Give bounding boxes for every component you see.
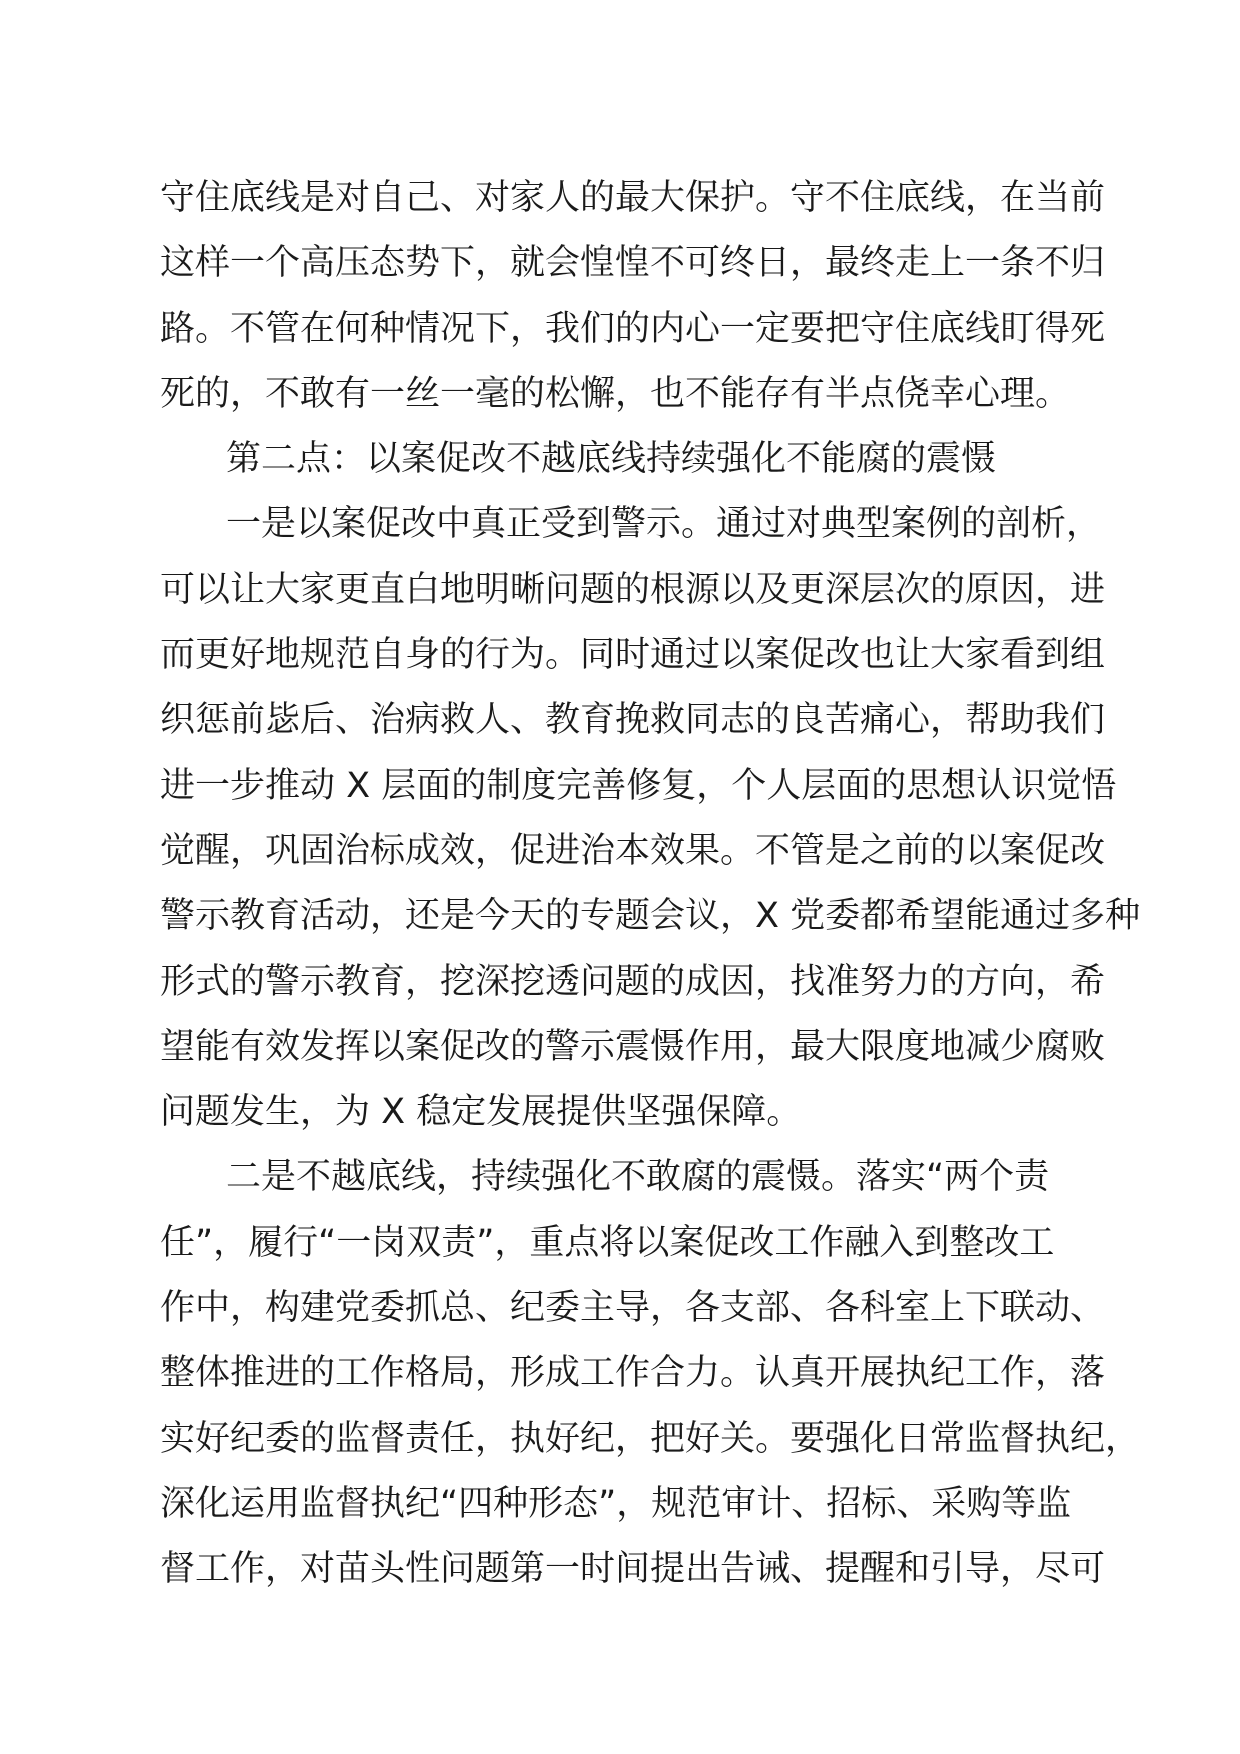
text-line: 望能有效发挥以案促改的警示震慑作用，最大限度地减少腐败 xyxy=(160,1026,1106,1067)
section-heading: 第二点：以案促改不越底线持续强化不能腐的震慑 xyxy=(226,439,997,480)
text-line: 任”，履行“一岗双责”，重点将以案促改工作融入到整改工 xyxy=(160,1222,1055,1263)
text-line: 警示教育活动，还是今天的专题会议，X 党委都希望能通过多种 xyxy=(160,896,1141,937)
text-line: 可以让大家更直白地明晰问题的根源以及更深层次的原因，进 xyxy=(160,569,1106,610)
text-line: 整体推进的工作格局，形成工作合力。认真开展执纪工作，落 xyxy=(160,1353,1106,1394)
text-line: 死的，不敢有一丝一毫的松懈，也不能存有半点侥幸心理。 xyxy=(160,373,1071,414)
text-line: 作中，构建党委抓总、纪委主导，各支部、各科室上下联动、 xyxy=(160,1288,1106,1329)
text-line: 守住底线是对自己、对家人的最大保护。守不住底线，在当前 xyxy=(160,178,1106,218)
text-line: 督工作，对苗头性问题第一时间提出告诫、提醒和引导，尽可 xyxy=(160,1549,1106,1590)
text-line: 一是以案促改中真正受到警示。通过对典型案例的剖析， xyxy=(226,504,1102,545)
text-line: 路。不管在何种情况下，我们的内心一定要把守住底线盯得死 xyxy=(160,308,1106,349)
text-line: 二是不越底线，持续强化不敢腐的震慑。落实“两个责 xyxy=(226,1157,1050,1198)
text-line: 形式的警示教育，挖深挖透问题的成因，找准努力的方向，希 xyxy=(160,961,1106,1002)
text-line: 问题发生，为 X 稳定发展提供坚强保障。 xyxy=(160,1092,802,1133)
text-line: 进一步推动 X 层面的制度完善修复，个人层面的思想认识觉悟 xyxy=(160,765,1117,806)
text-line: 而更好地规范自身的行为。同时通过以案促改也让大家看到组 xyxy=(160,635,1106,676)
text-line: 这样一个高压态势下，就会惶惶不可终日，最终走上一条不归 xyxy=(160,243,1106,284)
text-line: 织惩前毖后、治病救人、教育挽救同志的良苦痛心，帮助我们 xyxy=(160,700,1106,741)
text-line: 实好纪委的监督责任，执好纪，把好关。要强化日常监督执纪， xyxy=(160,1418,1141,1459)
text-line: 觉醒，巩固治标成效，促进治本效果。不管是之前的以案促改 xyxy=(160,830,1106,871)
body-text xyxy=(160,166,1141,1603)
text-line: 深化运用监督执纪“四种形态”，规范审计、招标、采购等监 xyxy=(160,1483,1072,1524)
